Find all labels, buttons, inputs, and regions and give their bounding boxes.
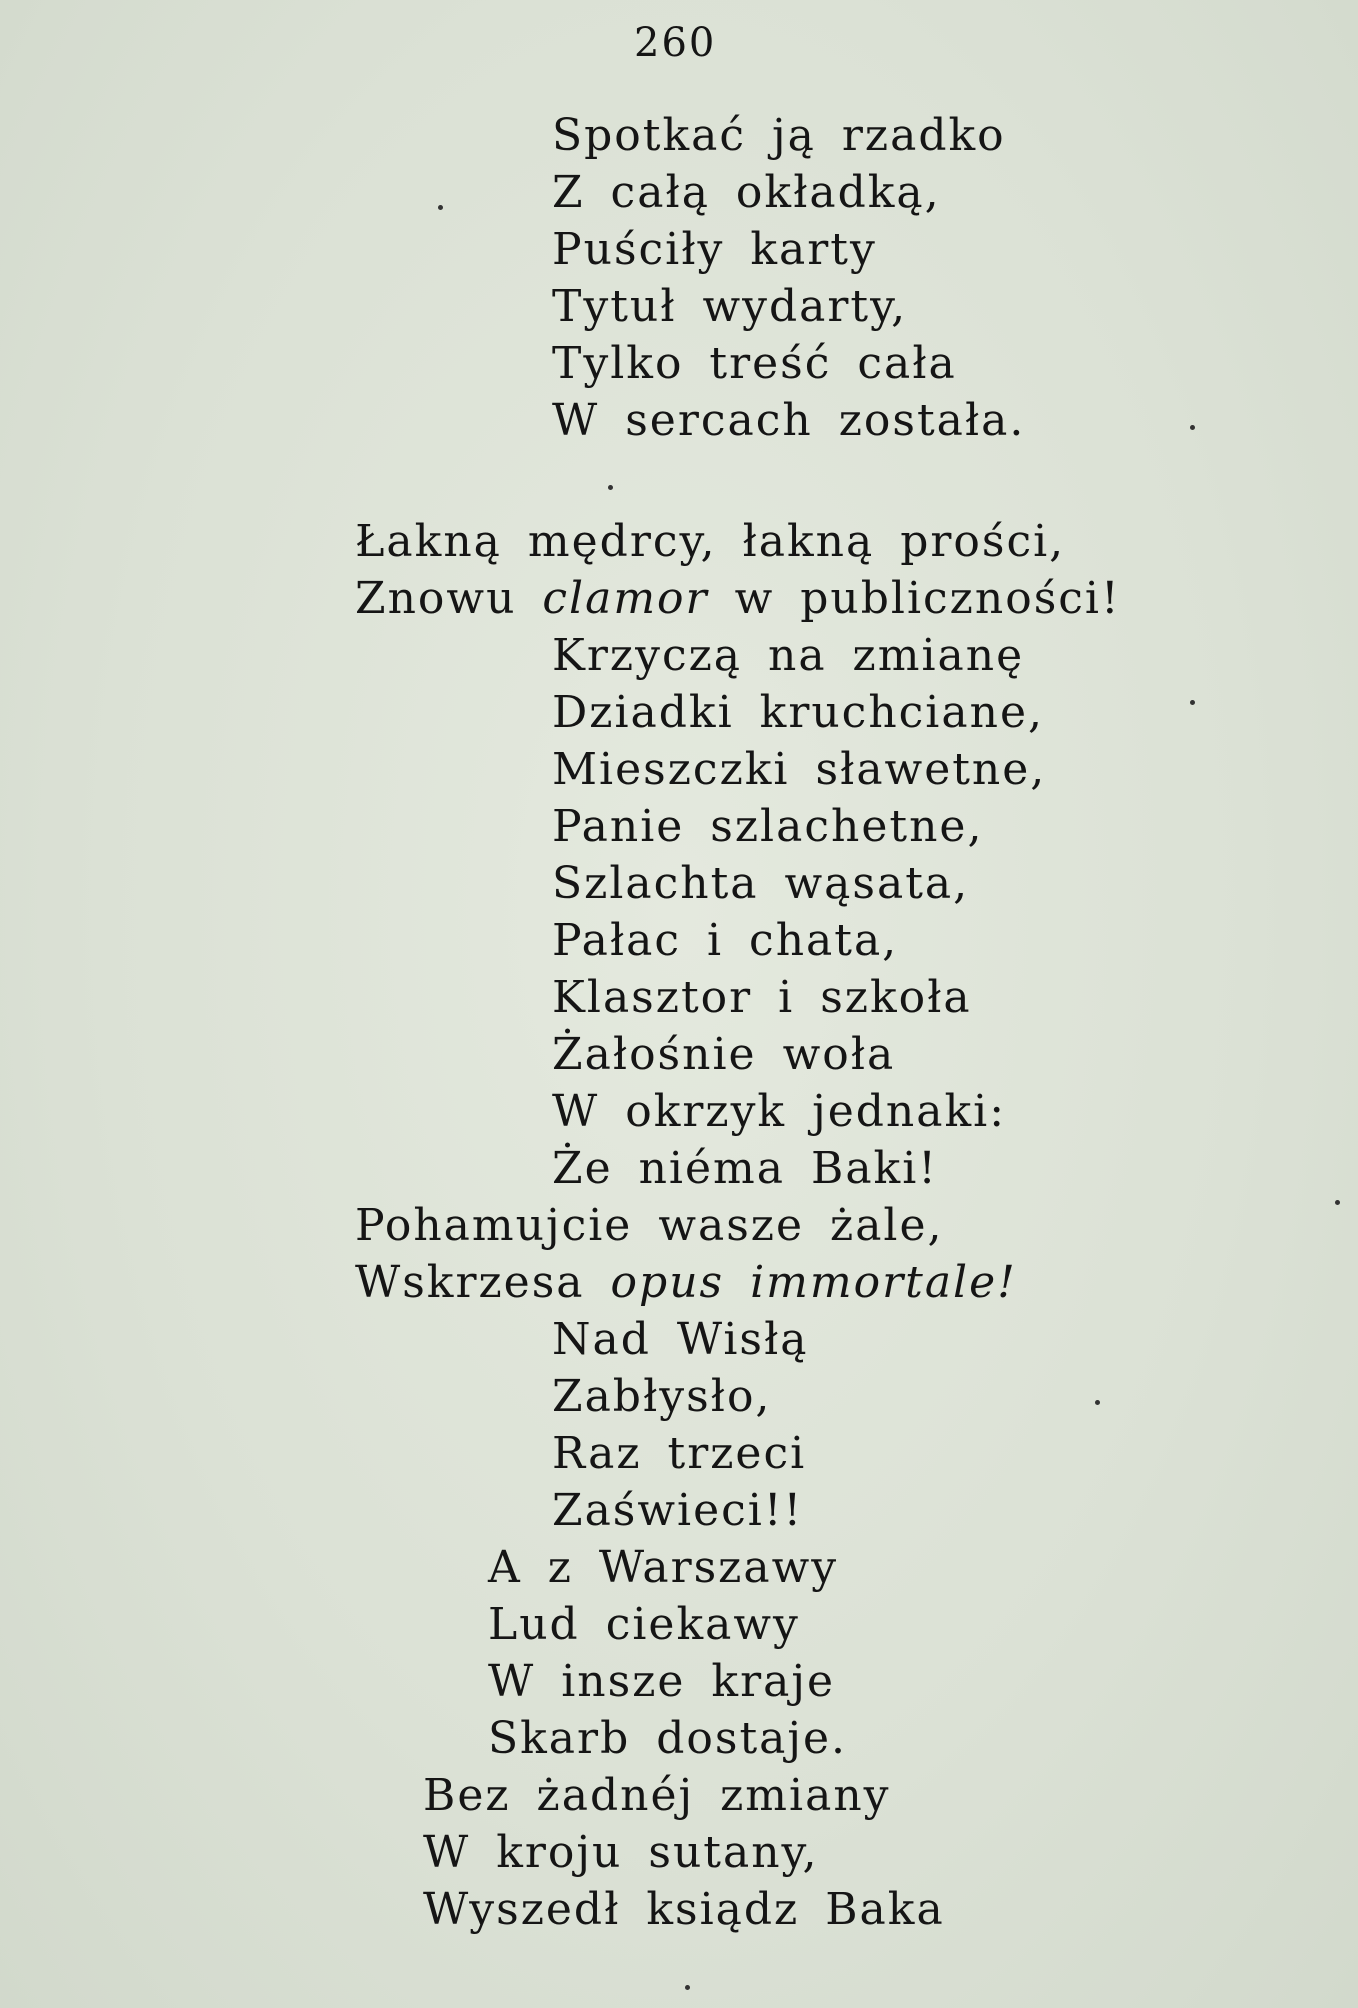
verse-text: w publiczności! [708,573,1121,624]
paper-speck [1190,425,1195,430]
verse-line: Pałac i chata, [552,915,899,966]
verse-line: A z Warszawy [488,1542,839,1593]
paper-speck [1190,700,1195,705]
verse-line: Tytuł wydarty, [552,281,908,332]
verse-line: W insze kraje [488,1656,836,1707]
verse-line: Skarb dostaje. [488,1713,848,1764]
verse-line: Puściły karty [552,224,877,275]
verse-line: Nad Wisłą [552,1314,809,1365]
verse-line: Że niéma Baki! [552,1143,938,1194]
paper-speck [685,1985,690,1990]
verse-line: Lud ciekawy [488,1599,800,1650]
verse-line: Dziadki kruchciane, [552,687,1044,738]
verse-line: W sercach została. [552,395,1026,446]
verse-line: Żałośnie woła [552,1029,896,1080]
verse-line: W okrzyk jednaki: [552,1086,1007,1137]
latin-phrase: clamor [542,573,709,624]
verse-line: Łakną mędrcy, łakną prości, [355,516,1066,567]
verse-line-mixed [355,1257,1017,1309]
page-number: 260 [634,20,717,66]
verse-line: Klasztor i szkoła [552,972,972,1023]
verse-line: Tylko treść cała [552,338,957,389]
verse-line-mixed [355,573,1121,625]
verse-line: Bez żadnéj zmiany [423,1770,891,1821]
verse-line: Zaświeci!! [552,1485,804,1536]
paper-speck [1095,1400,1100,1405]
verse-line: Z całą okładką, [552,167,941,218]
verse-text: Wskrzesa [355,1257,611,1308]
verse-line: Krzyczą na zmianę [552,630,1025,681]
verse-line: W kroju sutany, [423,1827,819,1878]
paper-speck [1335,1200,1340,1205]
paper-speck [608,485,613,490]
verse-line: Szlachta wąsata, [552,858,970,909]
latin-phrase: opus immortale! [610,1257,1017,1308]
verse-line: Spotkać ją rzadko [552,110,1006,161]
paper-speck [438,205,443,210]
verse-line: Zabłysło, [552,1371,772,1422]
verse-line: Raz trzeci [552,1428,807,1479]
verse-line: Panie szlachetne, [552,801,984,852]
verse-line: Wyszedł ksiądz Baka [423,1884,945,1935]
verse-line: Pohamujcie wasze żale, [355,1200,944,1251]
verse-line: Mieszczki sławetne, [552,744,1047,795]
verse-text: Znowu [355,573,543,624]
